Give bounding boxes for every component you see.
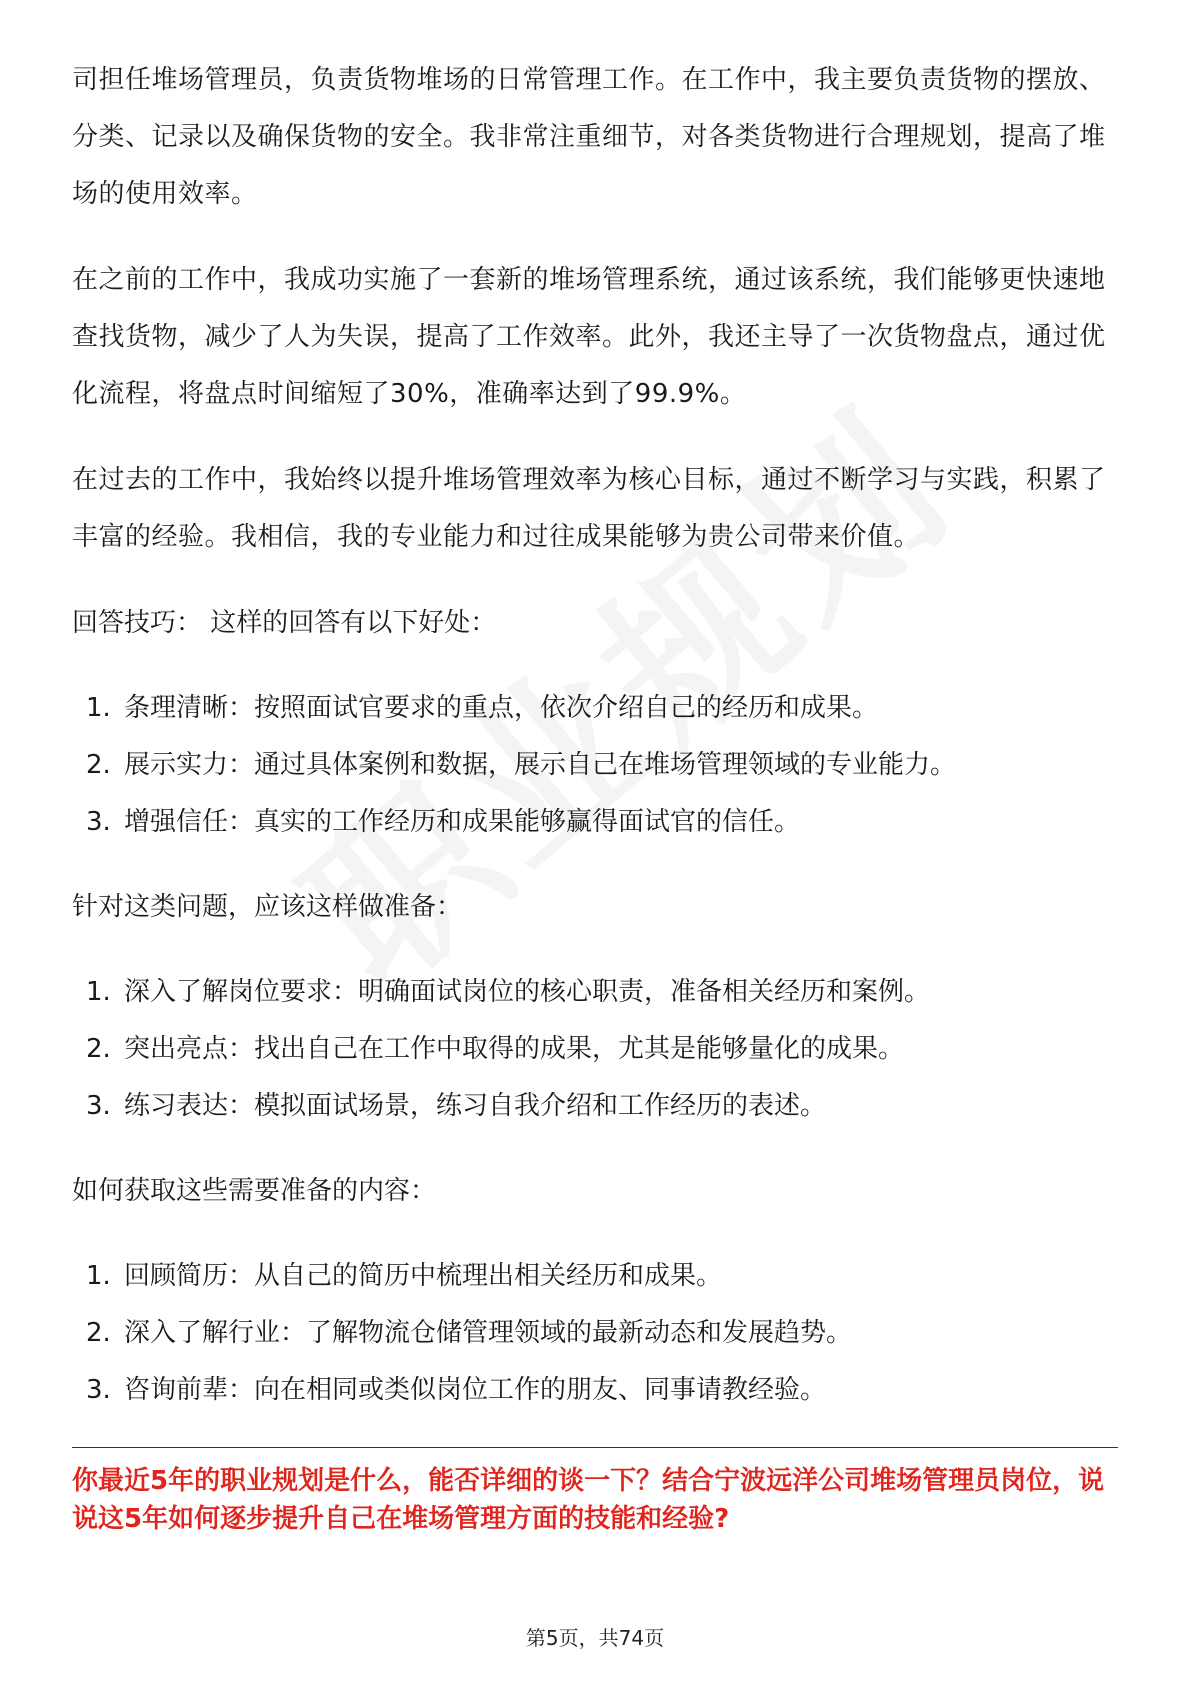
list-number: 3. xyxy=(86,1375,111,1405)
list-number: 2. xyxy=(86,1318,111,1348)
list-text: 咨询前辈：向在相同或类似岗位工作的朋友、同事请教经验。 xyxy=(124,1375,827,1405)
page-content xyxy=(72,52,1118,1538)
list-number: 3. xyxy=(86,1091,111,1121)
list-text: 增强信任：真实的工作经历和成果能够赢得面试官的信任。 xyxy=(124,807,801,837)
list-item xyxy=(72,680,1118,737)
list-text: 回顾简历：从自己的简历中梳理出相关经历和成果。 xyxy=(124,1261,723,1291)
prepare-heading: 针对这类问题，应该这样做准备： xyxy=(72,892,463,922)
tips-heading: 回答技巧： 这样的回答有以下好处： xyxy=(72,608,497,638)
list-item xyxy=(72,1078,1118,1135)
list-item xyxy=(72,794,1118,851)
list-number: 2. xyxy=(86,1034,111,1064)
paragraph-achievements: 在之前的工作中，我成功实施了一套新的堆场管理系统，通过该系统，我们能够更快速地查找货物，减少了人为失误，提高了工作效率。此外，我还主导了一次货物盘点，通过优化流程，将盘点时间缩短了30%，准确率达到了99.9%。 xyxy=(72,265,1106,409)
tips-list xyxy=(72,680,1118,851)
section-divider xyxy=(72,1447,1118,1448)
list-item xyxy=(72,1362,1118,1419)
list-text: 练习表达：模拟面试场景，练习自我介绍和工作经历的表述。 xyxy=(124,1091,827,1121)
list-number: 2. xyxy=(86,750,111,780)
prepare-list xyxy=(72,964,1118,1135)
obtain-heading: 如何获取这些需要准备的内容： xyxy=(72,1176,437,1206)
list-item xyxy=(72,1248,1118,1305)
paragraph-summary: 在过去的工作中，我始终以提升堆场管理效率为核心目标，通过不断学习与实践，积累了丰富的经验。我相信，我的专业能力和过往成果能够为贵公司带来价值。 xyxy=(72,465,1106,552)
paragraph-intro: 司担任堆场管理员，负责货物堆场的日常管理工作。在工作中，我主要负责货物的摆放、分类、记录以及确保货物的安全。我非常注重细节，对各类货物进行合理规划，提高了堆场的使用效率。 xyxy=(72,65,1106,209)
page-number: 第5页，共74页 xyxy=(525,1626,665,1650)
list-text: 条理清晰：按照面试官要求的重点，依次介绍自己的经历和成果。 xyxy=(124,693,879,723)
obtain-list xyxy=(72,1248,1118,1419)
list-item xyxy=(72,1305,1118,1362)
list-item xyxy=(72,964,1118,1021)
list-text: 展示实力：通过具体案例和数据，展示自己在堆场管理领域的专业能力。 xyxy=(124,750,957,780)
list-number: 1. xyxy=(86,1261,111,1291)
list-number: 1. xyxy=(86,977,111,1007)
list-text: 突出亮点：找出自己在工作中取得的成果，尤其是能够量化的成果。 xyxy=(124,1034,905,1064)
list-item xyxy=(72,1021,1118,1078)
list-text: 深入了解行业：了解物流仓储管理领域的最新动态和发展趋势。 xyxy=(124,1318,853,1348)
next-question: 你最近5年的职业规划是什么，能否详细的谈一下？结合宁波远洋公司堆场管理员岗位，说说这5年如何逐步提升自己在堆场管理方面的技能和经验? xyxy=(72,1466,1105,1534)
list-number: 3. xyxy=(86,807,111,837)
list-number: 1. xyxy=(86,693,111,723)
list-item xyxy=(72,737,1118,794)
list-text: 深入了解岗位要求：明确面试岗位的核心职责，准备相关经历和案例。 xyxy=(124,977,931,1007)
